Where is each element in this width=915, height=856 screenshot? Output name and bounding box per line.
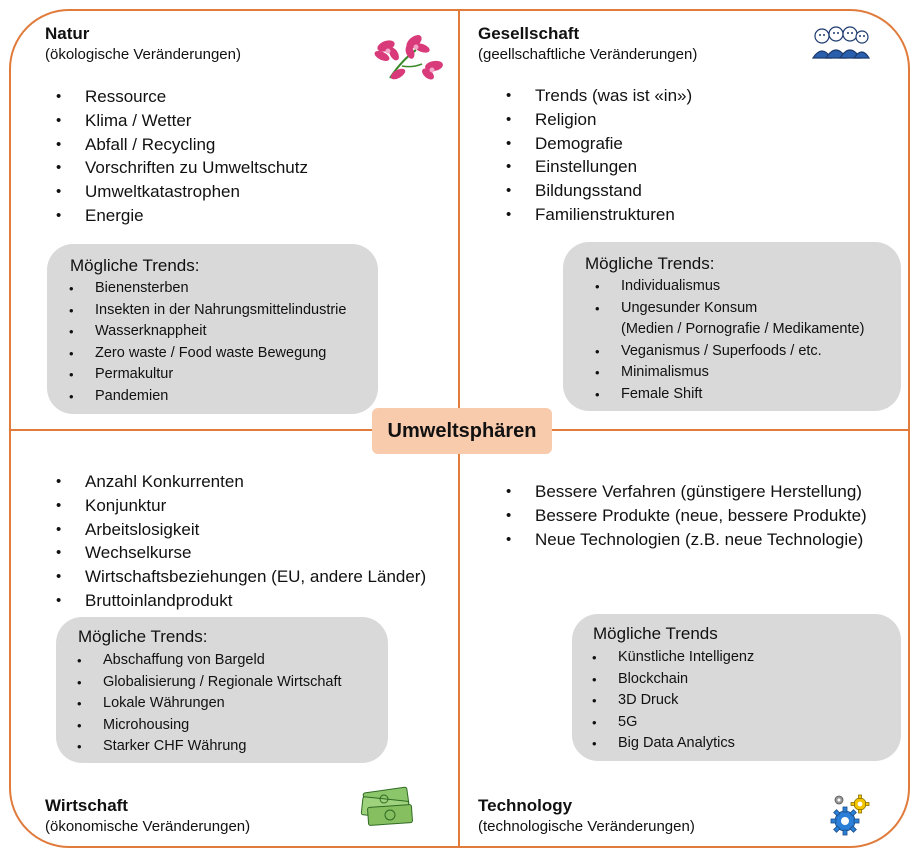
- natur-trends-list: [69, 278, 346, 407]
- wirtschaft-list-item: • Arbeitslosigkeit: [55, 518, 426, 542]
- people-icon: [812, 24, 870, 65]
- wirtschaft-trend-item: • Abschaffung von Bargeld: [77, 650, 342, 672]
- wirtschaft-trends-list: [77, 650, 342, 758]
- wirtschaft-trends-box: [56, 617, 388, 763]
- technology-trends-title: Mögliche Trends: [593, 624, 718, 643]
- natur-trend-item: • Bienensterben: [69, 278, 346, 300]
- natur-trend-item: • Wasserknappheit: [69, 321, 346, 343]
- technology-trend-item: • Künstliche Intelligenz: [592, 647, 754, 669]
- gesellschaft-list-item: • Familienstrukturen: [505, 203, 692, 227]
- gesellschaft-list: [505, 84, 692, 227]
- technology-trend-item: • Big Data Analytics: [592, 733, 754, 755]
- gesellschaft-trends-list: [595, 276, 864, 405]
- natur-trend-item: • Permakultur: [69, 364, 346, 386]
- gesellschaft-trend-item: • Ungesunder Konsum (Medien / Pornografie / Medikamente): [595, 298, 864, 341]
- gesellschaft-trends-title: Mögliche Trends:: [585, 254, 715, 273]
- flower-icon: [372, 30, 448, 87]
- gesellschaft-list-item: • Einstellungen: [505, 155, 692, 179]
- gesellschaft-subtitle: (geellschaftliche Veränderungen): [478, 46, 698, 63]
- natur-title: Natur: [45, 24, 90, 43]
- wirtschaft-trend-item: • Globalisierung / Regionale Wirtschaft: [77, 672, 342, 694]
- wirtschaft-list-item: • Wechselkurse: [55, 541, 426, 565]
- technology-trend-item: • 5G: [592, 712, 754, 734]
- technology-list: [505, 480, 867, 551]
- natur-trends-box: [47, 244, 378, 414]
- natur-list-item: • Umweltkatastrophen: [55, 180, 308, 204]
- wirtschaft-list-item: • Anzahl Konkurrenten: [55, 470, 426, 494]
- natur-list-item: • Abfall / Recycling: [55, 133, 308, 157]
- technology-list-item: • Bessere Produkte (neue, bessere Produkte): [505, 504, 867, 528]
- technology-trend-item: • Blockchain: [592, 669, 754, 691]
- money-icon: [358, 786, 416, 833]
- natur-subtitle: (ökologische Veränderungen): [45, 46, 241, 63]
- technology-title: Technology: [478, 796, 573, 815]
- gesellschaft-trend-item: • Veganismus / Superfoods / etc.: [595, 341, 864, 363]
- natur-trend-item: • Insekten in der Nahrungsmittelindustrie: [69, 300, 346, 322]
- gesellschaft-trend-item: • Female Shift: [595, 384, 864, 406]
- gesellschaft-trends-box: [563, 242, 901, 411]
- natur-list-item: • Vorschriften zu Umweltschutz: [55, 156, 308, 180]
- gesellschaft-list-item: • Demografie: [505, 132, 692, 156]
- natur-trend-item: • Pandemien: [69, 386, 346, 408]
- natur-list-item: • Klima / Wetter: [55, 109, 308, 133]
- technology-list-item: • Neue Technologien (z.B. neue Technologie): [505, 528, 867, 552]
- technology-trend-item: • 3D Druck: [592, 690, 754, 712]
- gesellschaft-list-item: • Religion: [505, 108, 692, 132]
- gesellschaft-list-item: • Trends (was ist «in»): [505, 84, 692, 108]
- wirtschaft-trend-item: • Lokale Währungen: [77, 693, 342, 715]
- technology-trends-box: [572, 614, 901, 761]
- technology-subtitle: (technologische Veränderungen): [478, 818, 695, 835]
- technology-trends-list: [592, 647, 754, 755]
- wirtschaft-trend-item: • Microhousing: [77, 715, 342, 737]
- gesellschaft-trend-item: • Individualismus: [595, 276, 864, 298]
- natur-trend-item: • Zero waste / Food waste Bewegung: [69, 343, 346, 365]
- technology-list-item: • Bessere Verfahren (günstigere Herstellung): [505, 480, 867, 504]
- gesellschaft-list-item: • Bildungsstand: [505, 179, 692, 203]
- wirtschaft-list: [55, 470, 426, 613]
- natur-list: [55, 85, 308, 228]
- gesellschaft-trend-continuation: (Medien / Pornografie / Medikamente): [621, 321, 865, 337]
- wirtschaft-list-item: • Bruttoinlandprodukt: [55, 589, 426, 613]
- gesellschaft-title: Gesellschaft: [478, 24, 580, 43]
- natur-list-item: • Ressource: [55, 85, 308, 109]
- wirtschaft-title: Wirtschaft: [45, 796, 128, 815]
- wirtschaft-list-item: • Wirtschaftsbeziehungen (EU, andere Länder): [55, 565, 426, 589]
- gesellschaft-trend-item: • Minimalismus: [595, 362, 864, 384]
- wirtschaft-trend-item: • Starker CHF Währung: [77, 736, 342, 758]
- wirtschaft-trends-title: Mögliche Trends:: [78, 627, 208, 646]
- natur-list-item: • Energie: [55, 204, 308, 228]
- center-label: Umweltsphären: [372, 408, 552, 454]
- natur-trends-title: Mögliche Trends:: [70, 256, 200, 275]
- gears-icon: [830, 794, 870, 841]
- wirtschaft-list-item: • Konjunktur: [55, 494, 426, 518]
- wirtschaft-subtitle: (ökonomische Veränderungen): [45, 818, 251, 835]
